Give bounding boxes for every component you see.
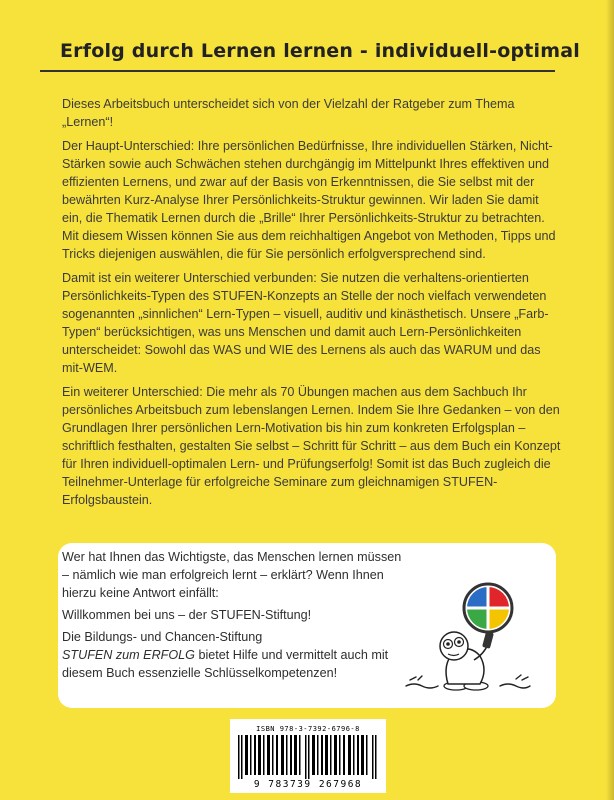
- paragraph-main-difference: Der Haupt-Unterschied: Ihre persönlichen Bedürfnisse, Ihre individuellen Stärken, Nicht-Stärken sowie auch Schwächen stehen durchgängig im Mittelpunkt Ihres effektiven und effizienten Lernens, und zwar auf der Basis von Erkenntnissen, die Sie selbst mit der bewährten Kurz-Analyse Ihrer Persönlichkeits-Struktur gewinnen. Wir laden Sie damit ein, die Thematik Lernen durch die „Brille“ Ihrer Persönlichkeits-Struktur zu betrachten. Mit diesem Wissen können Sie aus dem reichhaltigen Angebot von Methoden, Tipps und Tricks diejenigen auswählen, die für Sie persönlich erfolgversprechend sind.: [62, 139, 556, 261]
- info-welcome: Willkommen bei uns – der STUFEN-Stiftung!: [62, 608, 312, 622]
- paragraph-personality-types: Damit ist ein weiterer Unterschied verbunden: Sie nutzen die verhaltens-orientierten Persönlichkeits-Typen des STUFEN-Konzepts an Stelle der noch vielfach verwendeten sogenannten „sinnlichen“ Lern-Typen – visuell, auditiv und kinästhetisch. Unsere „Farb-Typen“ berücksichtigen, was uns Menschen und damit auch Lern-Persönlichkeiten unterscheidet: Sowohl das WAS und WIE des Lernens als auch das WARUM und das mit-WEM.: [62, 271, 549, 375]
- body-text: [62, 95, 562, 515]
- ean-digits: 9 783739 267968: [253, 779, 363, 790]
- foundation-rest: bietet Hilfe und vermittelt auch mit diesem Buch essenzielle Schlüsselkompetenzen!: [62, 648, 389, 680]
- page-edge-shadow: [606, 0, 614, 800]
- isbn-label: ISBN 978-3-7392-6796-8: [256, 725, 360, 733]
- info-question: Wer hat Ihnen das Wichtigste, das Menschen lernen müssen – nämlich wie man erfolgreich lernt – erklärt? Wenn Ihnen hierzu keine Antwort einfällt:: [62, 550, 402, 600]
- headline-underline: [40, 70, 555, 72]
- headline: Erfolg durch Lernen lernen - individuell-optimal: [60, 40, 580, 62]
- mascot-icon: [404, 582, 534, 694]
- info-foundation: [62, 628, 407, 682]
- info-box-text: [62, 548, 407, 686]
- barcode-bars: [236, 735, 380, 779]
- foundation-name: STUFEN zum ERFOLG: [62, 648, 195, 662]
- paragraph-intro: Dieses Arbeitsbuch unterscheidet sich von der Vielzahl der Ratgeber zum Thema „Lernen“!: [62, 97, 515, 129]
- barcode: [230, 719, 386, 793]
- foundation-intro: Die Bildungs- und Chancen-Stiftung: [62, 630, 263, 644]
- paragraph-exercises: Ein weiterer Unterschied: Die mehr als 70 Übungen machen aus dem Sachbuch Ihr persönliches Arbeitsbuch zum lebenslangen Lernen. Indem Sie Ihre Gedanken – von den Grundlagen Ihrer persönlichen Lern-Motivation bis hin zum konkreten Erfolgsplan – schriftlich festhalten, gestalten Sie selbst – Schritt für Schritt – aus dem Buch ein Konzept für Ihren individuell-optimalen Lern- und Prüfungserfolg! Somit ist das Buch zugleich die Teilnehmer-Unterlage für erfolgreiche Seminare zum gleichnamigen STUFEN-Erfolgsbaustein.: [62, 385, 561, 507]
